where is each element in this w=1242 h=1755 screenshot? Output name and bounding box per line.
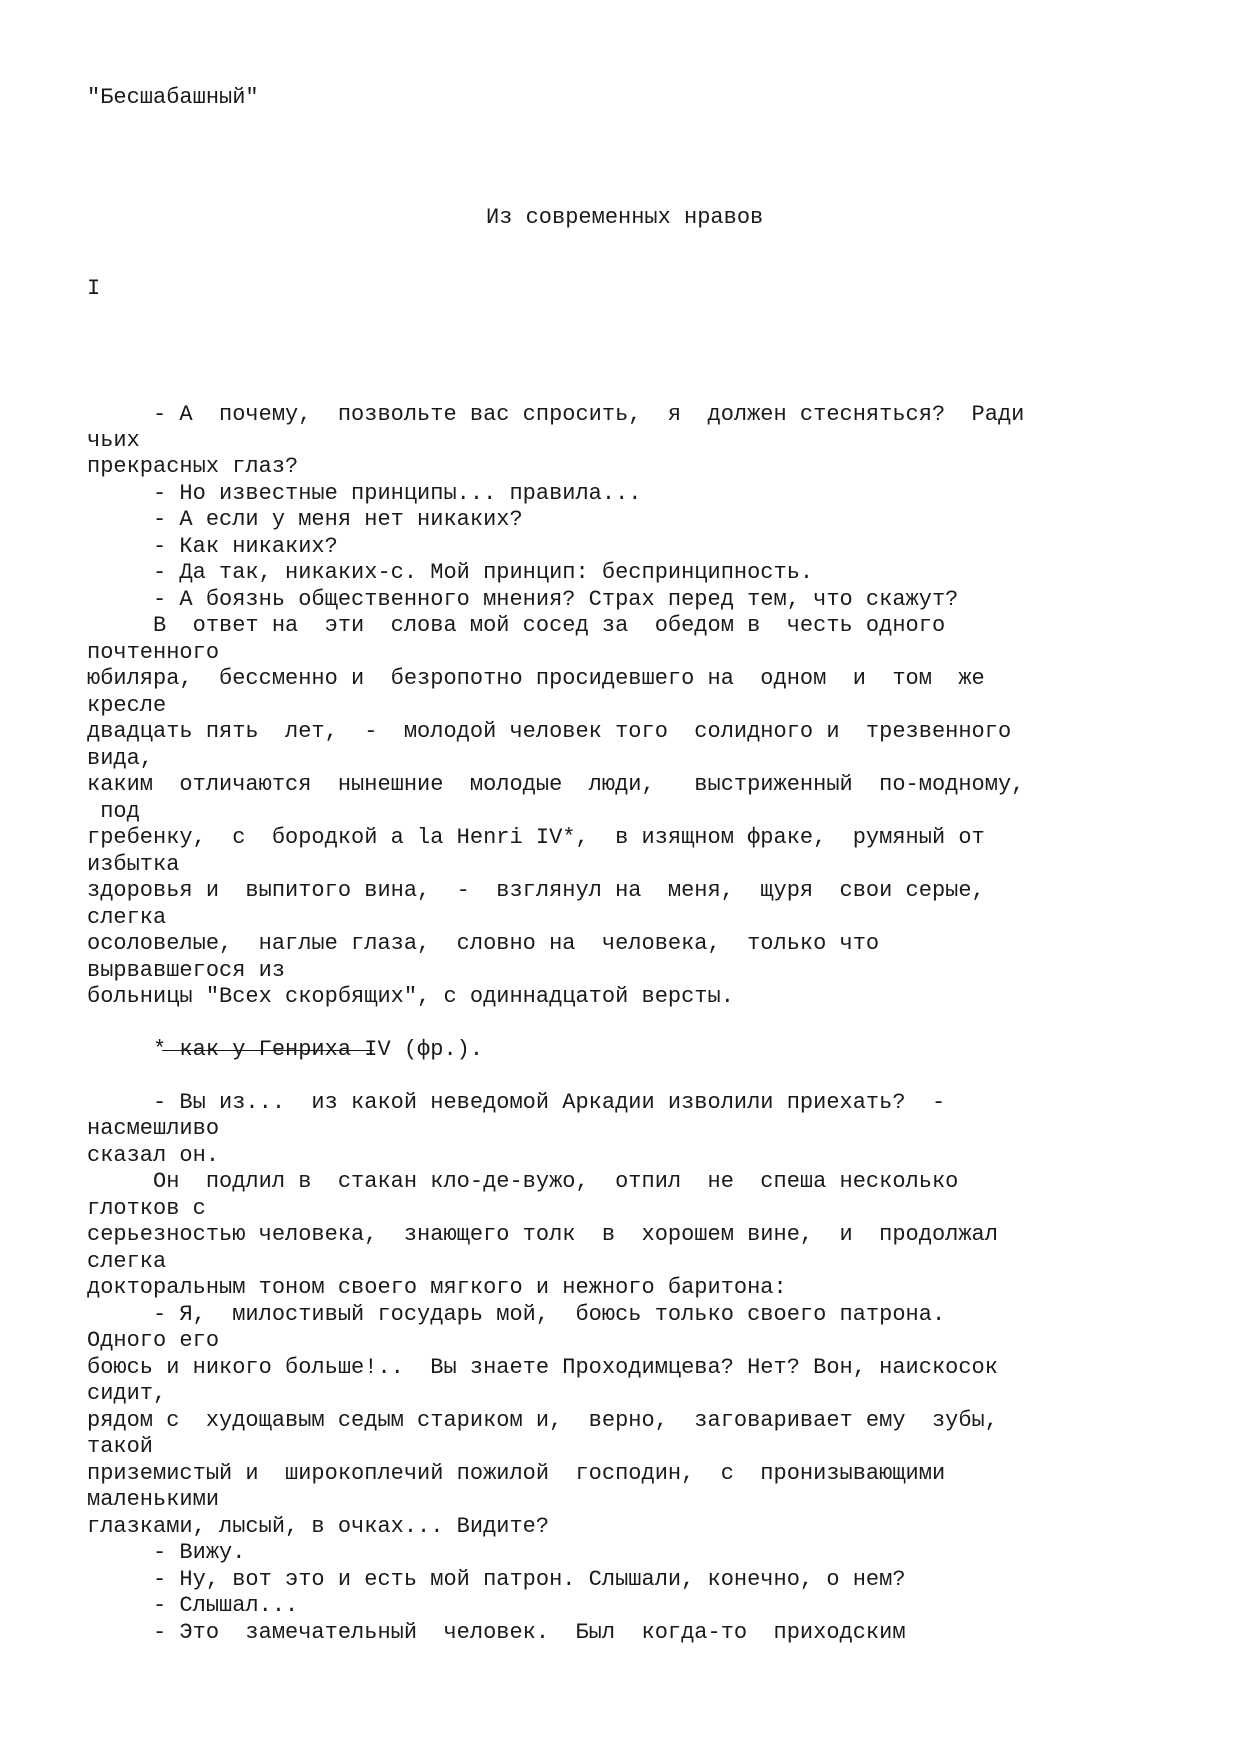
- text-line: глазками, лысый, в очках... Видите?: [87, 1514, 550, 1539]
- text-line: сказал он.: [87, 1143, 220, 1168]
- text-line: рядом с худощавым седым стариком и, верно, заговаривает ему зубы,: [87, 1408, 998, 1433]
- text-line: каким отличаются нынешние молодые люди, выстриженный по-модному,: [87, 772, 1025, 797]
- text-line: серьезностью человека, знающего толк в хорошем вине, и продолжал: [87, 1222, 998, 1247]
- text-line: - Вижу.: [87, 1540, 246, 1565]
- footnote: * как у Генриха IV (фр.).: [87, 1037, 484, 1062]
- chapter-number: I: [87, 276, 101, 301]
- text-line: слегка: [87, 1249, 167, 1274]
- text-line: докторальным тоном своего мягкого и нежного баритона:: [87, 1275, 787, 1300]
- text-line: - А боязнь общественного мнения? Страх перед тем, что скажут?: [87, 587, 959, 612]
- text-line: гребенку, с бородкой a la Henri IV*, в изящном фраке, румяный от: [87, 825, 985, 850]
- text-line: избытка: [87, 852, 180, 877]
- text-line: - А почему, позвольте вас спросить, я должен стесняться? Ради: [87, 402, 1025, 427]
- text-line: - Но известные принципы... правила...: [87, 481, 642, 506]
- text-line: Он подлил в стакан кло-де-вужо, отпил не спеша несколько: [87, 1169, 959, 1194]
- text-line: почтенного: [87, 640, 220, 665]
- text-line: здоровья и выпитого вина, - взглянул на меня, щуря свои серые,: [87, 878, 985, 903]
- text-line: чьих: [87, 428, 140, 453]
- text-line: прекрасных глаз?: [87, 454, 299, 479]
- header-title: "Бесшабашный": [87, 85, 259, 110]
- text-line: больницы "Всех скорбящих", с одиннадцатой версты.: [87, 984, 734, 1009]
- text-line: вырвавшегося из: [87, 958, 286, 983]
- text-line: - Слышал...: [87, 1593, 299, 1618]
- text-line: вида,: [87, 746, 154, 771]
- text-line: насмешливо: [87, 1116, 220, 1141]
- text-line: двадцать пять лет, - молодой человек того солидного и трезвенного: [87, 719, 1012, 744]
- text-line: осоловелые, наглые глаза, словно на человека, только что: [87, 931, 880, 956]
- text-line: маленькими: [87, 1487, 220, 1512]
- text-line: - Я, милостивый государь мой, боюсь только своего патрона.: [87, 1302, 946, 1327]
- text-line: слегка: [87, 905, 167, 930]
- text-line: - А если у меня нет никаких?: [87, 507, 523, 532]
- text-line: боюсь и никого больше!.. Вы знаете Проходимцева? Нет? Вон, наискосок: [87, 1355, 998, 1380]
- text-line: В ответ на эти слова мой сосед за обедом в честь одного: [87, 613, 946, 638]
- text-line: кресле: [87, 693, 167, 718]
- text-line: - Это замечательный человек. Был когда-то приходским: [87, 1620, 906, 1645]
- text-line: глотков с: [87, 1196, 206, 1221]
- text-line: под: [87, 799, 140, 824]
- text-line: - Как никаких?: [87, 534, 338, 559]
- text-line: приземистый и широкоплечий пожилой господин, с пронизывающими: [87, 1461, 946, 1486]
- text-line: - Да так, никаких-с. Мой принцип: беспринципность.: [87, 560, 814, 585]
- text-line: - Вы из... из какой неведомой Аркадии изволили приехать? -: [87, 1090, 946, 1115]
- text-line: - Ну, вот это и есть мой патрон. Слышали, конечно, о нем?: [87, 1567, 906, 1592]
- subtitle: Из современных нравов: [486, 205, 764, 230]
- text-line: сидит,: [87, 1381, 167, 1406]
- text-line: такой: [87, 1434, 154, 1459]
- text-line: юбиляра, бессменно и безропотно просидевшего на одном и том же: [87, 666, 985, 691]
- text-line: Одного его: [87, 1328, 220, 1353]
